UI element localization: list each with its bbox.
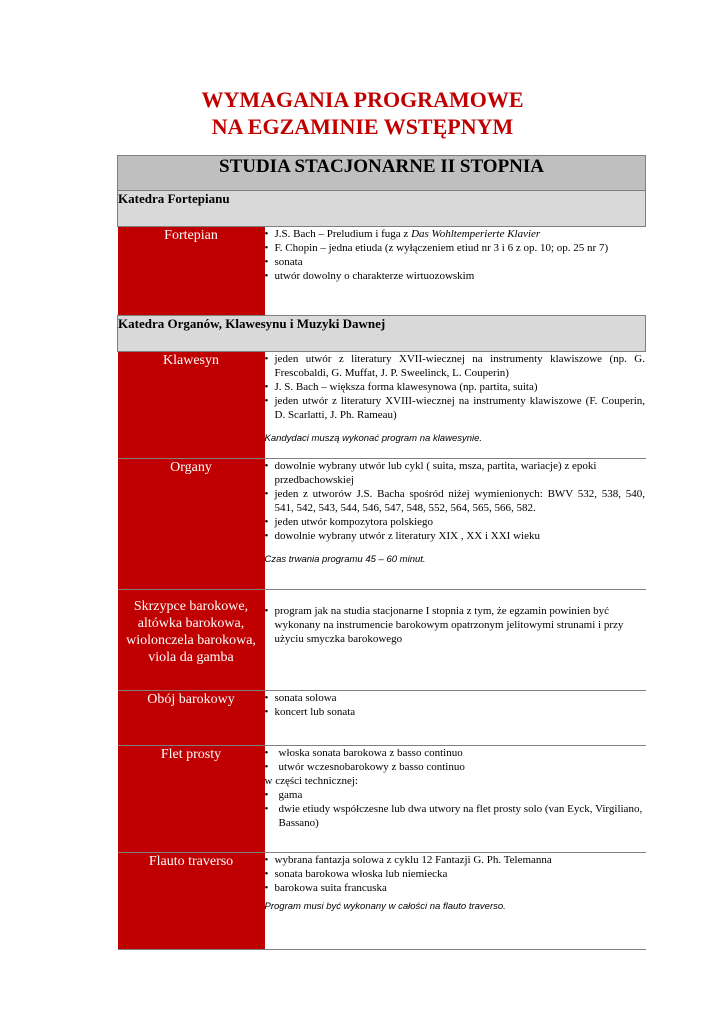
list-item: • F. Chopin – jedna etiuda (z wyłączeniem etiud nr 3 i 6 z op. 10; op. 25 nr 7) xyxy=(265,241,646,255)
note-flauto: Program musi być wykonany w całości na flauto traverso. xyxy=(264,901,506,912)
requirements-table xyxy=(117,155,646,950)
list-item: • gama xyxy=(265,788,646,802)
list-item: • wybrana fantazja solowa z cyklu 12 Fantazji G. Ph. Telemanna xyxy=(265,853,646,867)
dept-header-fortepian: Katedra Fortepianu xyxy=(118,191,646,227)
row-klawesyn xyxy=(118,352,646,459)
list-item: • barokowa suita francuska xyxy=(265,881,646,895)
requirements-fortepian xyxy=(265,227,646,316)
section-header: STUDIA STACJONARNE II STOPNIA xyxy=(118,156,646,191)
list-item: • dowolnie wybrany utwór z literatury XIX , XX i XXI wieku xyxy=(265,529,646,543)
instrument-klawesyn: Klawesyn xyxy=(118,352,265,459)
list-item: • utwór wczesnobarokowy z basso continuo xyxy=(265,760,646,774)
list-item: • dwie etiudy współczesne lub dwa utwory na flet prosty solo (van Eyck, Virgiliano, Bassano) xyxy=(265,802,646,830)
list-item: • sonata barokowa włoska lub niemiecka xyxy=(265,867,646,881)
requirements-flauto xyxy=(265,853,646,950)
dept-row-organy xyxy=(118,316,646,352)
list-item: • J.S. Bach – Preludium i fuga z Das Wohltemperierte Klavier xyxy=(265,227,646,241)
instrument-fortepian: Fortepian xyxy=(118,227,265,316)
list-item: • J. S. Bach – większa forma klawesynowa (np. partita, suita) xyxy=(265,380,646,394)
note-organy: Czas trwania programu 45 – 60 minut. xyxy=(264,554,426,565)
requirements-flet xyxy=(265,746,646,853)
row-flauto xyxy=(118,853,646,950)
note-klawesyn: Kandydaci muszą wykonać program na klawesynie. xyxy=(264,433,483,444)
instrument-oboj: Obój barokowy xyxy=(118,691,265,746)
list-item: • sonata solowa xyxy=(265,691,646,705)
instrument-organy: Organy xyxy=(118,459,265,590)
row-flet xyxy=(118,746,646,853)
row-skrzypce xyxy=(118,590,646,691)
dept-header-organy: Katedra Organów, Klawesynu i Muzyki Dawnej xyxy=(118,316,646,352)
row-organy xyxy=(118,459,646,590)
list-item: • jeden utwór z literatury XVII-wiecznej na instrumenty klawiszowe (np. G. Frescobaldi, G. Muffat, J. P. Sweelinck, L. Couperin) xyxy=(265,352,646,380)
instrument-flet: Flet prosty xyxy=(118,746,265,853)
list-item: • utwór dowolny o charakterze wirtuozowskim xyxy=(265,269,646,283)
requirements-skrzypce xyxy=(265,590,646,691)
row-oboj xyxy=(118,691,646,746)
requirements-oboj xyxy=(265,691,646,746)
row-fortepian xyxy=(118,227,646,316)
list-item: • włoska sonata barokowa z basso continuo xyxy=(265,746,646,760)
instrument-skrzypce: Skrzypce barokowe, altówka barokowa, wiolonczela barokowa, viola da gamba xyxy=(118,590,265,691)
title-line-1: WYMAGANIA PROGRAMOWE xyxy=(201,87,524,112)
list-item: • jeden z utworów J.S. Bacha spośród niżej wymienionych: BWV 532, 538, 540, 541, 542, 543, 544, 546, 547, 548, 552, 564, 565, 566, 582. xyxy=(265,487,646,515)
list-item: • koncert lub sonata xyxy=(265,705,646,719)
requirements-organy xyxy=(265,459,646,590)
instrument-flauto: Flauto traverso xyxy=(118,853,265,950)
list-item: • jeden utwór kompozytora polskiego xyxy=(265,515,646,529)
list-item: • jeden utwór z literatury XVIII-wiecznej na instrumenty klawiszowe (F. Couperin, D. Scarlatti, J. Ph. Rameau) xyxy=(265,394,646,422)
section-header-row xyxy=(118,156,646,191)
technical-part-label: w części technicznej: xyxy=(264,775,358,787)
list-item: • dowolnie wybrany utwór lub cykl ( suita, msza, partita, wariacje) z epoki przedbachowskiej xyxy=(265,459,646,487)
title-line-2: NA EGZAMINIE WSTĘPNYM xyxy=(211,114,514,139)
list-item: • sonata xyxy=(265,255,646,269)
dept-row-fortepian xyxy=(118,191,646,227)
requirements-klawesyn xyxy=(265,352,646,459)
list-item: • program jak na studia stacjonarne I stopnia z tym, że egzamin powinien być wykonany na instrumencie barokowym opatrzonym jelitowymi strunami i przy użyciu smyczka barokowego xyxy=(265,604,646,646)
page-title xyxy=(0,86,725,140)
